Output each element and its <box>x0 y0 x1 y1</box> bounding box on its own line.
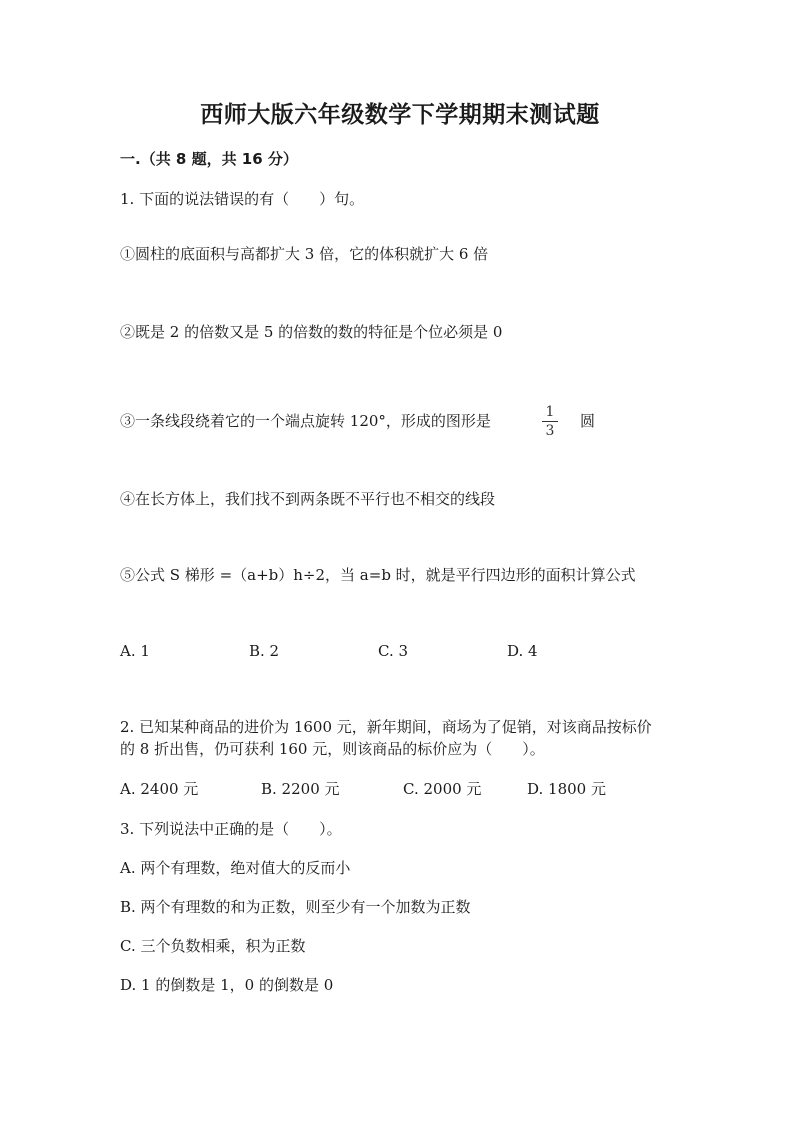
fraction-one-third <box>540 404 560 439</box>
question-3-option-c[interactable]: C. 三个负数相乘，积为正数 <box>120 937 306 955</box>
question-1-statement-3: ③一条线段绕着它的一个端点旋转 120°，形成的图形是 <box>120 412 491 430</box>
question-1-option-c[interactable]: C. 3 <box>378 642 409 660</box>
question-3-option-d[interactable]: D. 1 的倒数是 1，0 的倒数是 0 <box>120 976 334 994</box>
fraction-denominator: 3 <box>545 423 555 439</box>
question-1-statement-5: ⑤公式 S 梯形 =（a+b）h÷2，当 a=b 时，就是平行四边形的面积计算公式 <box>120 566 636 584</box>
question-1-option-b[interactable]: B. 2 <box>249 642 280 660</box>
question-3-option-b[interactable]: B. 两个有理数的和为正数，则至少有一个加数为正数 <box>120 898 471 916</box>
question-2-stem-line-1: 2. 已知某种商品的进价为 1600 元，新年期间，商场为了促销，对该商品按标价 <box>120 718 652 736</box>
fraction-numerator: 1 <box>545 404 555 420</box>
question-2-option-d[interactable]: D. 1800 元 <box>527 780 606 798</box>
fraction-bar <box>542 421 558 422</box>
question-1-statement-1: ①圆柱的底面积与高都扩大 3 倍，它的体积就扩大 6 倍 <box>120 245 489 263</box>
question-3-stem: 3. 下列说法中正确的是（ ）。 <box>120 820 342 838</box>
page-title: 西师大版六年级数学下学期期末测试题 <box>200 101 600 128</box>
question-1-statement-3-suffix: 圆 <box>580 412 596 430</box>
question-2-stem-line-2: 的 8 折出售，仍可获利 160 元，则该商品的标价应为（ ）。 <box>120 740 545 758</box>
question-1-stem: 1. 下面的说法错误的有（ ）句。 <box>120 190 365 208</box>
question-2-option-b[interactable]: B. 2200 元 <box>261 780 340 798</box>
question-1-option-a[interactable]: A. 1 <box>120 642 150 660</box>
question-1-statement-2: ②既是 2 的倍数又是 5 的倍数的数的特征是个位必须是 0 <box>120 323 503 341</box>
question-3-option-a[interactable]: A. 两个有理数，绝对值大的反而小 <box>120 859 351 877</box>
question-2-option-c[interactable]: C. 2000 元 <box>403 780 482 798</box>
section-heading: 一.（共 8 题，共 16 分） <box>120 150 298 168</box>
question-2-option-a[interactable]: A. 2400 元 <box>120 780 199 798</box>
question-1-statement-4: ④在长方体上，我们找不到两条既不平行也不相交的线段 <box>120 490 496 508</box>
question-1-option-d[interactable]: D. 4 <box>507 642 538 660</box>
